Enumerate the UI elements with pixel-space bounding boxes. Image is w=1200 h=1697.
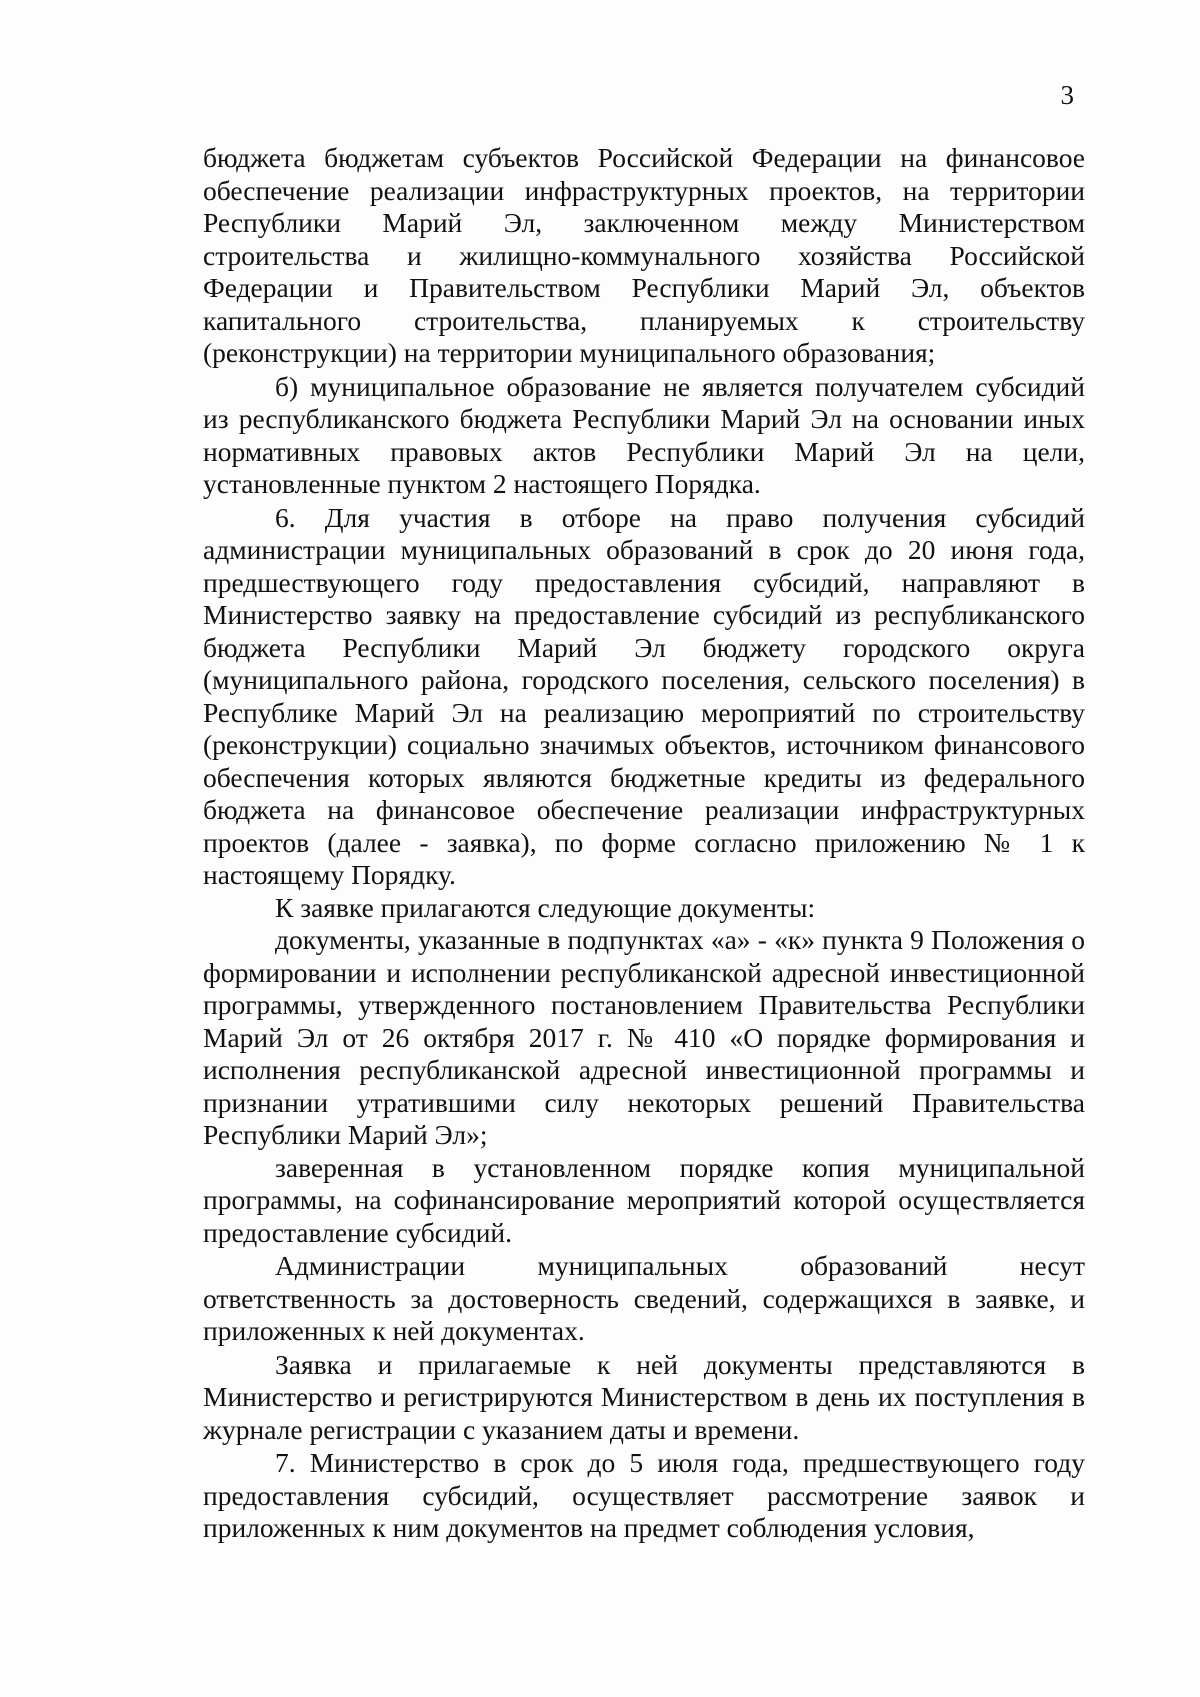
page-number: 3 — [1060, 80, 1074, 110]
paragraph-item-b: б) муниципальное образование не является получателем субсидий из республиканского бюджета Республики Марий Эл на основании иных нормативных правовых актов Республики Марий Эл на цели, установленные пунктом 2 настоящего Порядка. — [203, 370, 1085, 499]
paragraph-responsibility: Администрации муниципальных образований несут ответственность за достоверность сведений, содержащихся в заявке, и приложенных к ней документах. — [203, 1250, 1085, 1346]
paragraph-attachment-documents: документы, указанные в подпунктах «а» - «к» пункта 9 Положения о формировании и исполнении республиканской адресной инвестиционной программы, утвержденного постановлением Правительства Республики Марий Эл от 26 октября 2017 г. № 410 «О порядке формирования и исполнения республиканской адресной инвестиционной программы и признании утратившими силу некоторых решений Правительства Республики Марий Эл»; — [203, 924, 1085, 1150]
paragraph-continuation: бюджета бюджетам субъектов Российской Федерации на финансовое обеспечение реализации инфраструктурных проектов, на территории Республики Марий Эл, заключенном между Министерством строительства и жилищно-коммунального хозяйства Российской Федерации и Правительством Республики Марий Эл, объектов капитального строительства, планируемых к строительству (реконструкции) на территории муниципального образования; — [203, 142, 1085, 368]
paragraph-item-6: 6. Для участия в отборе на право получения субсидий администрации муниципальных образований в срок до 20 июня года, предшествующего году предоставления субсидий, направляют в Министерство заявку на предоставление субсидий из республиканского бюджета Республики Марий Эл бюджету городского округа (муниципального района, городского поселения, сельского поселения) в Республике Марий Эл на реализацию мероприятий по строительству (реконструкции) социально значимых объектов, источником финансового обеспечения которых являются бюджетные кредиты из федерального бюджета на финансовое обеспечение реализации инфраструктурных проектов (далее - заявка), по форме согласно приложению № 1 к настоящему Порядку. — [203, 501, 1085, 890]
paragraph-registration: Заявка и прилагаемые к ней документы представляются в Министерство и регистрируются Министерством в день их поступления в журнале регистрации с указанием даты и времени. — [203, 1348, 1085, 1445]
document-body — [203, 142, 1085, 1545]
paragraph-item-7: 7. Министерство в срок до 5 июля года, предшествующего году предоставления субсидий, осуществляет рассмотрение заявок и приложенных к ним документов на предмет соблюдения условия, — [203, 1447, 1085, 1543]
paragraph-attachment-program-copy: заверенная в установленном порядке копия муниципальной программы, на софинансирование мероприятий которой осуществляется предоставление субсидий. — [203, 1151, 1085, 1248]
paragraph-attachments-intro: К заявке прилагаются следующие документы: — [275, 891, 816, 923]
